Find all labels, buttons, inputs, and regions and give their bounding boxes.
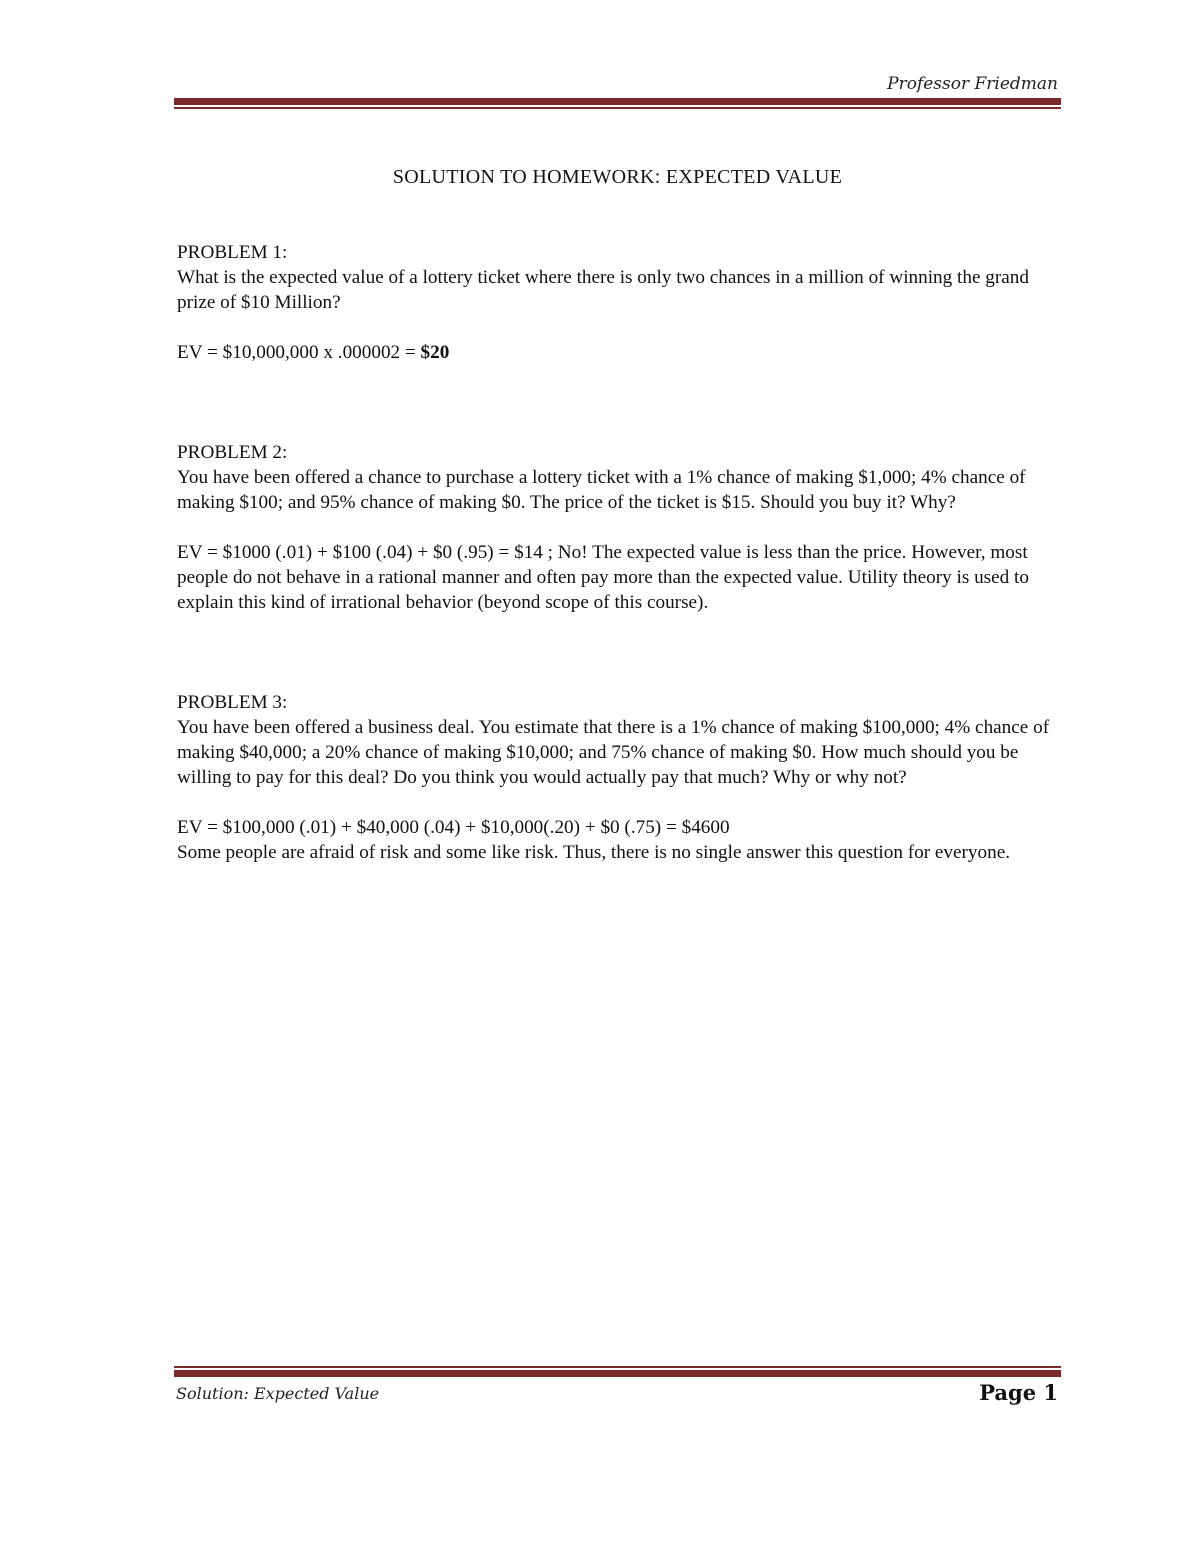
problem-question: You have been offered a business deal. You estimate that there is a 1% chance of making $100,000; 4% chance of making $40,000; a 20% chance of making $10,000; and 75% chance of making $0. How much should you be willing to pay for this deal? Do you think you would actually pay that much? Why or why not?	[177, 717, 1050, 788]
problem-answer: EV = $1000 (.01) + $100 (.04) + $0 (.95) = $14 ; No! The expected value is less than the price. However, most people do not behave in a rational manner and often pay more than the expected value. Utility theory is used to explain this kind of irrational behavior (beyond scope of this course).	[177, 542, 1029, 613]
footer-rule-thin	[174, 1366, 1061, 1368]
header-rule-thin	[174, 107, 1061, 109]
problem-question: You have been offered a chance to purchase a lottery ticket with a 1% chance of making $1,000; 4% chance of making $100; and 95% chance of making $0. The price of the ticket is $15. Should you buy it? Why?	[177, 467, 1026, 513]
document-title: SOLUTION TO HOMEWORK: EXPECTED VALUE	[392, 166, 843, 188]
document-body	[177, 240, 1057, 865]
footer-title: Solution: Expected Value	[176, 1384, 380, 1403]
answer-equation: EV = $10,000,000 x .000002 =	[177, 342, 421, 363]
problem-2	[177, 440, 1057, 615]
problem-heading: PROBLEM 3:	[177, 692, 288, 713]
problem-note: Some people are afraid of risk and some like risk. Thus, there is no single answer this question for everyone.	[177, 842, 1011, 863]
problem-3	[177, 690, 1057, 865]
problem-1	[177, 240, 1057, 365]
problem-question: What is the expected value of a lottery ticket where there is only two chances in a million of winning the grand prize of $10 Million?	[177, 267, 1029, 313]
problem-answer	[177, 340, 1057, 365]
problem-heading: PROBLEM 2:	[177, 442, 288, 463]
problem-answer: EV = $100,000 (.01) + $40,000 (.04) + $10,000(.20) + $0 (.75) = $4600	[177, 817, 730, 838]
problem-heading: PROBLEM 1:	[177, 242, 288, 263]
footer-rule-thick	[174, 1370, 1061, 1377]
header-rule-thick	[174, 98, 1061, 105]
page-number: Page 1	[979, 1380, 1058, 1405]
answer-result: $20	[420, 342, 450, 363]
header-author: Professor Friedman	[887, 74, 1058, 94]
